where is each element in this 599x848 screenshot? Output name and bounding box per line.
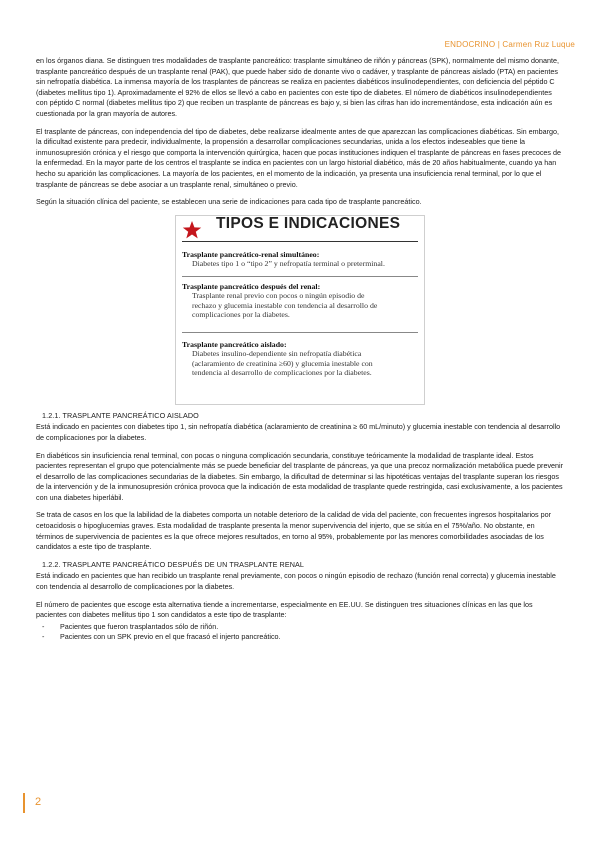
figure-title: TIPOS E INDICACIONES [216,214,401,232]
section-heading: 1.2.1. TRASPLANTE PANCREÁTICO AISLADO [42,410,199,420]
figure-divider [182,276,418,277]
bullet-list [36,622,564,643]
figure-section-heading: Trasplante pancreático-renal simultáneo: [182,249,320,259]
figure-section-line: rechazo y glucemia inestable con tendencia al desarrollo de [192,300,378,310]
list-item: - Pacientes que fueron trasplantados sólo de riñón. [36,622,564,633]
figure-section [182,250,418,269]
types-indications-figure [175,215,425,405]
star-icon [182,220,202,240]
figure-section-line: Diabetes insulino-dependiente sin nefropatía diabética [192,349,362,359]
figure-section-line: complicaciones por la diabetes. [192,309,290,319]
figure-rule [182,241,418,242]
figure-section-heading: Trasplante pancreático después del renal: [182,281,321,291]
paragraph: El trasplante de páncreas, con independencia del tipo de diabetes, debe realizarse idealmente antes de que aparezcan las complicaciones diabéticas. Sin embargo, la dificultad existente para predecir, individualmente, la propensión a desarrollar complicaciones secundarias, unida a los efectos indeseables que tiene la inmunosupresión crónica y el riesgo que comporta la intervención quirúrgica, hacen que pocas instituciones indiquen el trasplante de páncreas en fases precoces de la enfermedad. En la mayor parte de los centros el trasplante se indica en pacientes con un largo historial diabético, más de 20 años habitualmente, cuando ya han hecho su aparición las complicaciones. La mayoría de los pacientes, en el momento de la indicación, ya presenta una insuficiencia renal terminal, por lo que el trasplante de páncreas se debe asociar a un trasplante renal, simultáneo o previo. [36,126,562,189]
paragraph: Está indicado en pacientes que han recibido un trasplante renal previamente, con pocos o ningún episodio de rechazo (función renal correcta) y glucemia inestable con tendencia al desarrollo de complicaciones por la diabetes. [36,571,556,592]
paragraph: En diabéticos sin insuficiencia renal terminal, con pocas o ninguna complicación secundaria, constituye teóricamente la modalidad de trasplante ideal. Estos pacientes representan el grupo que potencialmente más se puede beneficiar del trasplante de páncreas, ya que una precoz normalización metabólica puede prevenir el desarrollo de las complicaciones secundarias de la diabetes. Sin embargo, la dificultad de determinar si las hipotéticas ventajas del trasplante superan los riesgos de la intervención y de la inmunosupresión crónica provoca que la indicación de esta modalidad de trasplante quede restringida, casi exclusivamente, a los pacientes con una diabetes hiperlábil. [36,450,564,502]
list-item: - Pacientes con un SPK previo en el que fracasó el injerto pancreático. [36,632,564,643]
paragraph: en los órganos diana. Se distinguen tres modalidades de trasplante pancreático: trasplante simultáneo de riñón y páncreas (SPK), normalmente del mismo donante, trasplante pancreático después de un trasplante renal (PAK), que puede haber sido de donante vivo o cadáver, y trasplante de páncreas aislado (PTA) en pacientes sin nefropatía diabética. La inmensa mayoría de los trasplantes de páncreas se realiza en pacientes diabéticos insulinodependientes, con deficiencia del péptido C (diabetes mellitus tipo 1). Aproximadamente el 92% de ellos se llevó a cabo en pacientes con este tipo de diabetes. El número de diabéticos insulinodependientes con péptido C normal (diabetes mellitus tipo 2) que reciben un trasplante de páncreas es bajo y, si bien las cifras han ido incrementándose, esta indicación aún es cuestionada por la gran mayoría de autores. [36,56,559,118]
figure-section-line: Diabetes tipo 1 o “tipo 2” y nefropatía terminal o preterminal. [192,259,385,269]
figure-section-line: Trasplante renal previo con pocos o ningún episodio de [192,291,365,301]
running-header: ENDOCRINO | Carmen Ruz Luque [444,40,575,49]
figure-section-heading: Trasplante pancreático aislado: [182,339,287,349]
page-number: 2 [35,796,42,808]
paragraph: El número de pacientes que escoge esta alternativa tiende a incrementarse, especialmente en EE.UU. Se distinguen tres situaciones clínicas en las que los pacientes con diabetes mellitus tipo 1 son candidatos a este tipo de trasplante: [36,599,533,620]
figure-divider [182,332,418,333]
paragraph: Está indicado en pacientes con diabetes tipo 1, sin nefropatía diabética (aclaramiento de creatinina ≥ 60 mL/minuto) y glucemia inestable con tendencia al desarrollo de complicaciones por la diabetes. [36,422,561,442]
figure-section [182,282,418,320]
paragraph: Según la situación clínica del paciente, se establecen una serie de indicaciones para cada tipo de trasplante pancreático. [36,197,422,207]
footer-accent-bar [23,793,25,813]
figure-section [182,340,418,378]
section-heading: 1.2.2. TRASPLANTE PANCREÁTICO DESPUÉS DE UN TRASPLANTE RENAL [42,559,305,569]
figure-section-line: (aclaramiento de creatinina ≥60) y glucemia inestable con [192,358,373,368]
paragraph: Se trata de casos en los que la labilidad de la diabetes comporta un notable deterioro de la calidad de vida del paciente, con frecuentes ingresos hospitalarios por cetoacidosis o hipoglucemias graves. Esta modalidad de trasplante presenta la menor supervivencia del injerto, que se sitúa en el 75%/año. No obstante, en términos de supervivencia de pacientes es la que ofrece mejores resultados, en torno al 95%, probablemente por las menores comorbilidades asociadas de los candidatos a este tipo de trasplante. [36,510,552,552]
figure-section-line: tendencia al desarrollo de complicaciones por la diabetes. [192,367,372,377]
page-content [36,56,564,643]
